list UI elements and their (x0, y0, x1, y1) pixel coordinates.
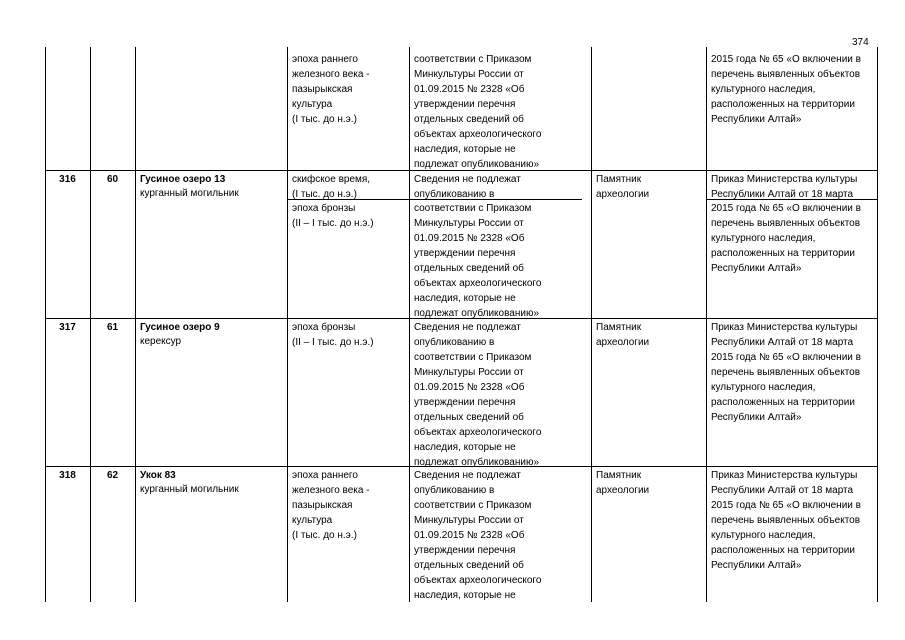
site-category: Памятник археологии (596, 322, 650, 348)
col-line (591, 47, 592, 602)
col-line (135, 47, 136, 602)
site-document: Приказ Министерства культуры Республики Алтай от 18 марта 2015 года № 65 «О включении в перечень выявленных объектов культурного наследия, расположенных на территории Республики Алтай» (711, 470, 861, 571)
site-document: Приказ Министерства культуры Республики Алтай от 18 марта 2015 года № 65 «О включении в перечень выявленных объектов культурного наследия, расположенных на территории Республики Алтай» (711, 322, 861, 423)
row-number: 318 (59, 470, 76, 481)
cont-period: эпоха раннего железного века - пазырыкская культура (I тыс. до н.э.) (292, 54, 370, 125)
site-category: Памятник археологии (596, 470, 650, 496)
site-category: Памятник археологии (596, 174, 650, 200)
site-period: скифское время, (I тыс. до н.э.) (292, 174, 371, 200)
site-document: 2015 года № 65 «О включении в перечень выявленных объектов культурного наследия, расположенных на территории Республики Алтай» (711, 203, 861, 274)
site-name: Укок 83 (140, 470, 176, 481)
site-period: эпоха раннего железного века - пазырыкская культура (I тыс. до н.э.) (292, 470, 370, 541)
site-document: Приказ Министерства культуры Республики Алтай от 18 марта (711, 174, 858, 200)
col-line (877, 47, 878, 602)
row-sub-number: 61 (106, 322, 119, 333)
site-period: эпоха бронзы (II – I тыс. до н.э.) (292, 322, 374, 348)
site-secrecy: Сведения не подлежат опубликованию в соответствии с Приказом Минкультуры России от 01.09.2015 № 2328 «Об утверждении перечня отдельных сведений об объектах археологического наследия, которые не подлежат опубликованию» (414, 322, 542, 468)
site-kind: курганный могильник (140, 484, 239, 495)
site-secrecy: Сведения не подлежат опубликованию в (414, 174, 521, 200)
site-kind: курганный могильник (140, 188, 239, 199)
cont-document: 2015 года № 65 «О включении в перечень выявленных объектов культурного наследия, расположенных на территории Республики Алтай» (711, 54, 861, 125)
site-secrecy: Сведения не подлежат опубликованию в соответствии с Приказом Минкультуры России от 01.09.2015 № 2328 «Об утверждении перечня отдельных сведений об объектах археологического наследия, которые не (414, 470, 542, 601)
page-number: 374 (852, 37, 869, 48)
col-line (409, 47, 410, 602)
row-sub-number: 62 (106, 470, 119, 481)
row-sub-number: 60 (106, 174, 119, 185)
site-secrecy: соответствии с Приказом Минкультуры России от 01.09.2015 № 2328 «Об утверждении перечня отдельных сведений об объектах археологического наследия, которые не подлежат опубликованию» (414, 203, 542, 319)
row-number: 316 (59, 174, 76, 185)
col-line (706, 47, 707, 602)
site-kind: керексур (140, 336, 182, 347)
site-period: эпоха бронзы (II – I тыс. до н.э.) (292, 203, 374, 229)
cont-secrecy: соответствии с Приказом Минкультуры России от 01.09.2015 № 2328 «Об утверждении перечня отдельных сведений об объектах археологического наследия, которые не подлежат опубликованию» (414, 54, 542, 170)
site-name: Гусиное озеро 9 (140, 322, 220, 333)
col-line (287, 47, 288, 602)
site-name: Гусиное озеро 13 (140, 174, 226, 185)
row-number: 317 (59, 322, 76, 333)
